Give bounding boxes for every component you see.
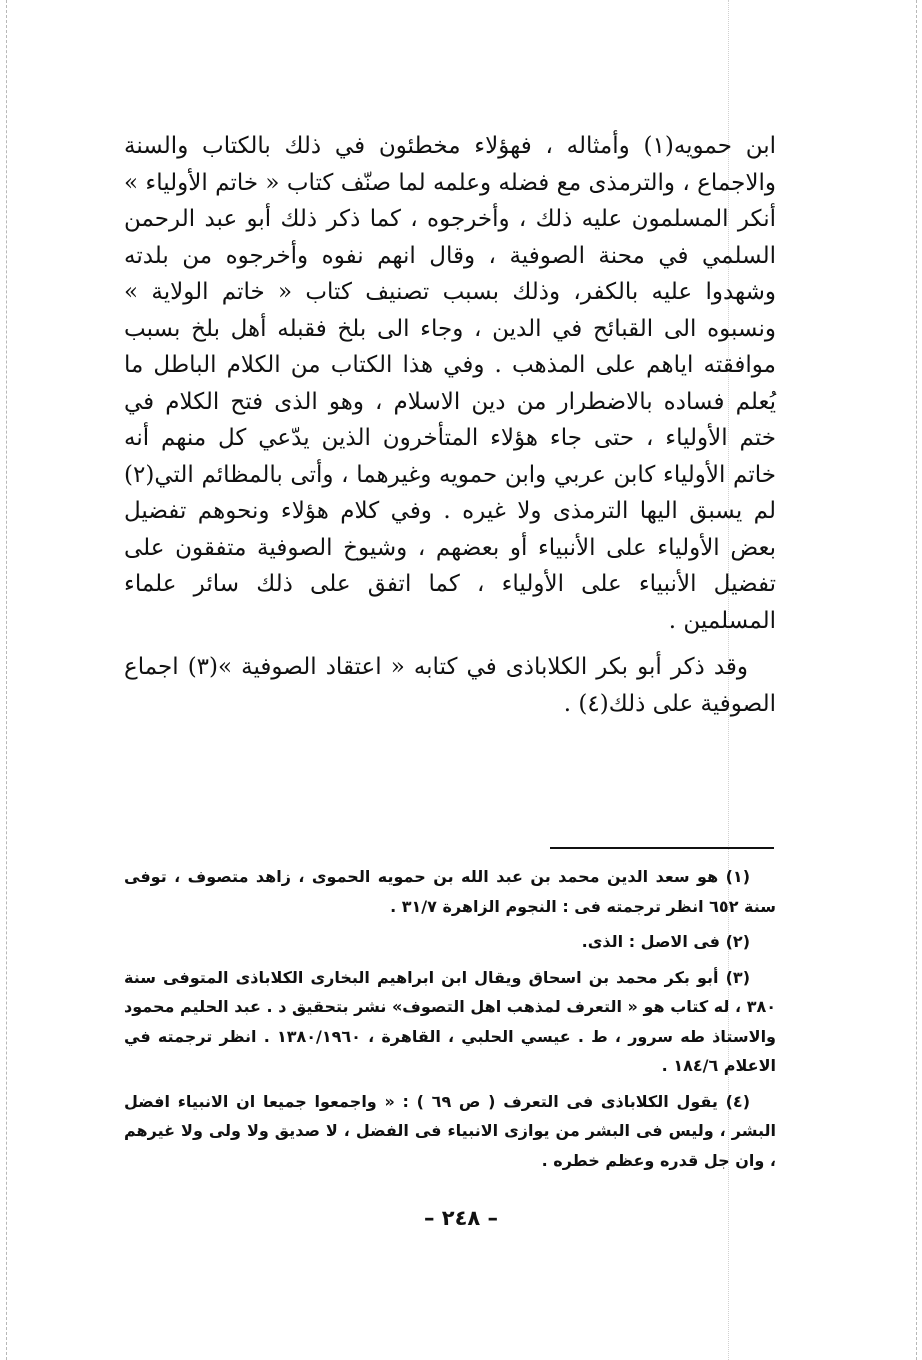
scan-edge-right [916, 0, 917, 1360]
body-paragraph: وقد ذكر أبو بكر الكلاباذى في كتابه « اعتقاد الصوفية »(٣) اجماع الصوفية على ذلك(٤) . [124, 654, 776, 717]
body-paragraph: ابن حمويه(١) وأمثاله ، فهؤلاء مخطئون في ذلك بالكتاب والسنة والاجماع ، والترمذى مع فضله وعلمه لما صنّف كتاب « خاتم الأولياء » أنكر المسلمون عليه ذلك ، وأخرجوه ، كما ذكر ذلك أبو عبد الرحمن السلمي في محنة الصوفية ، وقال انهم نفوه وأخرجوه من بلدته وشهدوا عليه بالكفر، وذلك بسبب تصنيف كتاب « خاتم الولاية » ونسبوه الى القبائح في الدين ، وجاء الى بلخ فقبله أهل بلخ بسبب موافقته اياهم على المذهب . وفي هذا الكتاب من الكلام الباطل ما يُعلم فساده بالاضطرار من دين الاسلام ، وهو الذى فتح الكلام في ختم الأولياء ، حتى جاء هؤلاء المتأخرون الذين يدّعي كل منهم أنه خاتم الأولياء كابن عربي وابن حمويه وغيرهما ، وأتى بالمظائم التي(٢) لم يسبق اليها الترمذى ولا غيره . وفي كلام هؤلاء ونحوهم تفضيل بعض الأولياء على الأنبياء أو بعضهم ، وشيوخ الصوفية متفقون على تفضيل الأنبياء على الأولياء ، كما اتفق على ذلك سائر علماء المسلمين . [124, 133, 776, 634]
scan-edge-left [6, 0, 7, 1360]
footnote-1: (١) هو سعد الدين محمد بن عبد الله بن حمويه الحموى ، زاهد متصوف ، توفى سنة ٦٥٢ انظر ترجمته فى : النجوم الزاهرة ٣١/٧ . [124, 867, 776, 916]
footnote-3: (٣) أبو بكر محمد بن اسحاق ويقال ابن ابراهيم البخارى الكلاباذى المتوفى سنة ٣٨٠ ، له كتاب هو « التعرف لمذهب اهل التصوف» نشر بتحقيق د . عبد الحليم محمود والاستاذ طه سرور ، ط . عيسي الحلبي ، القاهرة ، ١٣٨٠/١٩٦٠ . انظر ترجمته في الاعلام ١٨٤/٦ . [124, 967, 776, 1075]
footnote-4: (٤) يقول الكلاباذى فى التعرف ( ص ٦٩ ) : « واجمعوا جميعا ان الانبياء افضل البشر ، وليس فى البشر من يوازى الانبياء فى الفضل ، لا صديق ولا ولى ولا غيرهم ، وان جل قدره وعظم خطره . [124, 1091, 776, 1170]
main-text-block [124, 128, 776, 722]
footnote-separator [550, 847, 774, 849]
page-number: – ٢٤٨ – [423, 1206, 499, 1230]
footnotes-block [124, 862, 776, 1181]
footnote-2: (٢) فى الاصل : الذى. [581, 932, 750, 951]
